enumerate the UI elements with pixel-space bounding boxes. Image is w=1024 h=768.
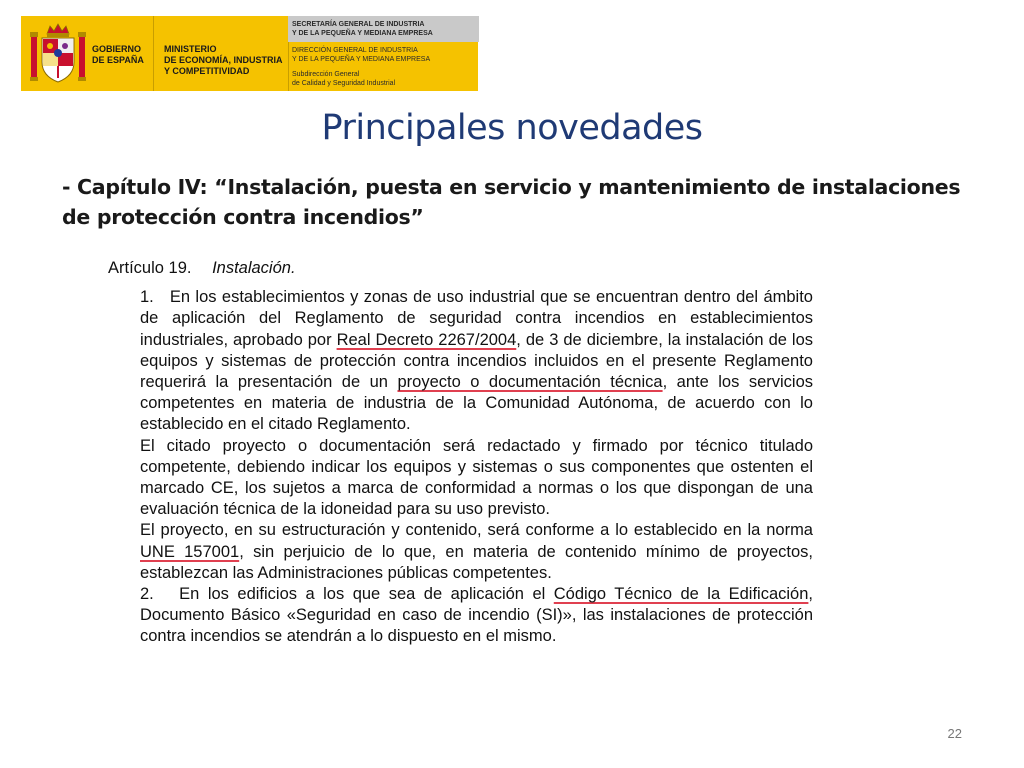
article-heading [108,258,813,279]
article-title: Instalación. [212,259,296,277]
article-paragraph-4: 2. En los edificios a los que sea de aplicación el Código Técnico de la Edificación, Documento Básico «Seguridad en caso de incendio (SI)», las instalaciones de protección contra incendios se atendrán a lo dispuesto en el mismo. [140,585,813,646]
slide-subtitle: - Capítulo IV: “Instalación, puesta en servicio y mantenimiento de instalaciones de protección contra incendios” [62,175,961,229]
highlight-une: UNE 157001 [140,542,240,561]
article-paragraph-1: 1. En los establecimientos y zonas de uso industrial que se encuentran dentro del ámbito de aplicación del Reglamento de seguridad contra incendios en establecimientos industriales, aprobado por Real Decreto 2267/2004, de 3 de diciembre, la instalación de los equipos y sistemas de protección contra incendios incluidos en el presente Reglamento requerirá la presentación de un proyecto o documentación técnica, ante los servicios competentes en materia de industria de la Comunidad Autónoma, de acuerdo con lo establecido en el citado Reglamento. [140,288,814,434]
page-number: 22 [947,726,962,741]
coat-of-arms-icon [28,22,88,86]
article-paragraph-3: El proyecto, en su estructuración y contenido, será conforme a lo establecido en la norma UNE 157001, sin perjuicio de lo que, en materia de contenido mínimo de proyectos, establezcan las Administraciones públicas competentes. [140,521,814,582]
slide-title: Principales novedades [321,108,703,148]
highlight-real-decreto: Real Decreto 2267/2004 [336,330,517,349]
subdireccion-label: Subdirección General de Calidad y Seguridad Industrial [292,71,396,87]
article-number: Artículo 19. [108,259,192,277]
ministerio-label: MINISTERIO DE ECONOMÍA, INDUSTRIA Y COMPETITIVIDAD [164,44,283,76]
gobierno-label: GOBIERNO DE ESPAÑA [92,44,144,65]
highlight-proyecto: proyecto o documentación técnica [397,373,663,392]
article-excerpt [108,258,813,648]
direccion-label: DIRECCIÓN GENERAL DE INDUSTRIA Y DE LA PEQUEÑA Y MEDIANA EMPRESA [292,47,431,63]
highlight-cte: Código Técnico de la Edificación [553,585,809,604]
header-divider [153,16,154,91]
secretaria-label: SECRETARÍA GENERAL DE INDUSTRIA Y DE LA PEQUEÑA Y MEDIANA EMPRESA [292,21,433,37]
article-paragraph-2: El citado proyecto o documentación será redactado y firmado por técnico titulado competente, debiendo indicar los equipos y sistemas o sus componentes que ostenten el marcado CE, los sujetos a marca de conformidad a normas o los que dispongan de una evaluación técnica de la idoneidad para su uso previsto. [140,436,813,519]
